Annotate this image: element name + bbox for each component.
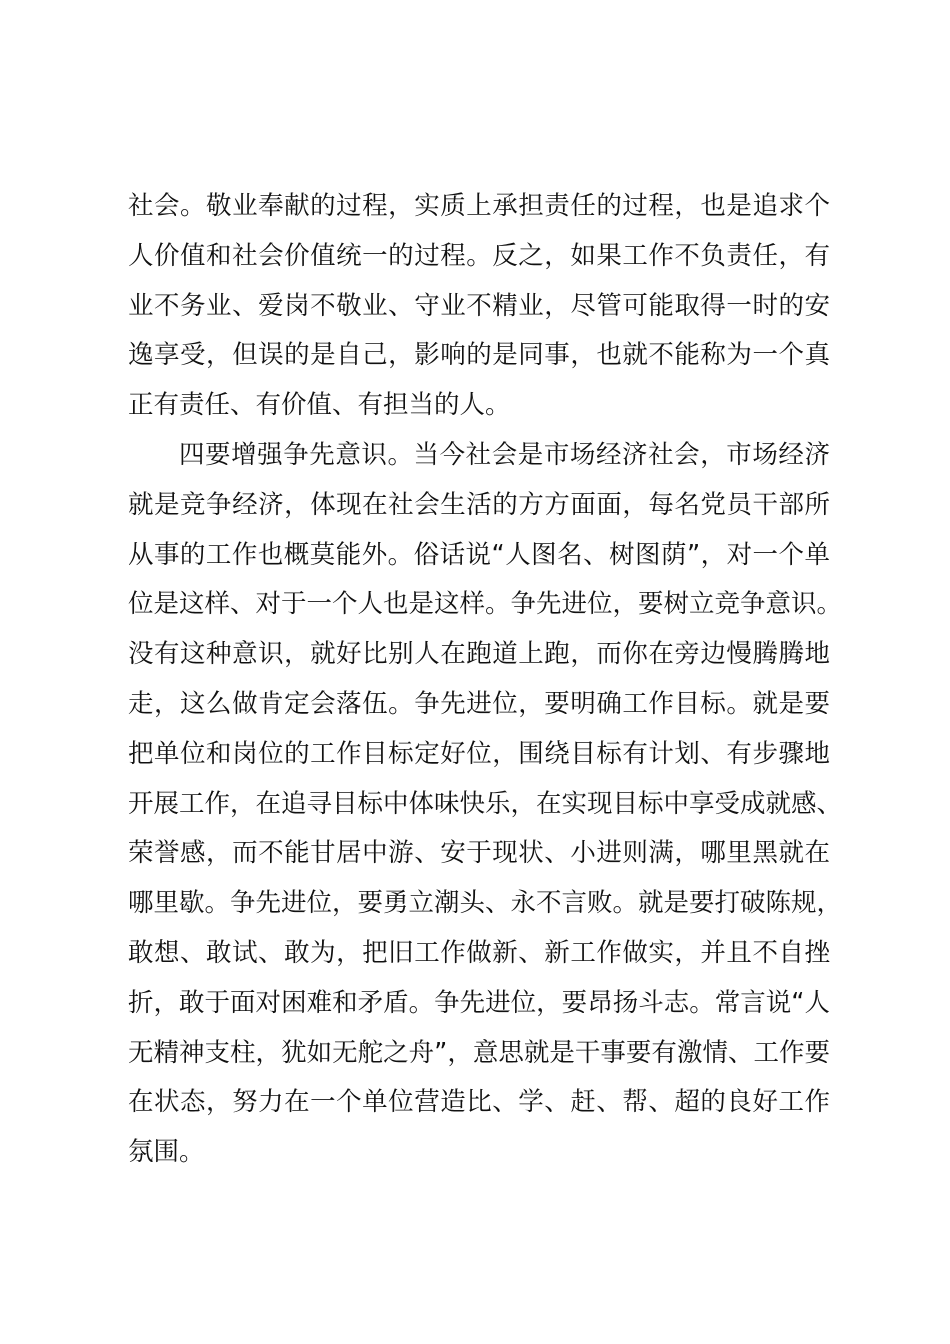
text-line: 从事的工作也概莫能外。俗话说“人图名、树图荫”，对一个单 bbox=[128, 539, 830, 570]
text-line: 逸享受，但误的是自己，影响的是同事，也就不能称为一个真 bbox=[128, 340, 830, 371]
text-line: 开展工作，在追寻目标中体味快乐，在实现目标中享受成就感、 bbox=[128, 788, 843, 819]
text-line: 人价值和社会价值统一的过程。反之，如果工作不负责任，有 bbox=[128, 240, 830, 271]
text-line: 就是竞争经济，体现在社会生活的方方面面，每名党员干部所 bbox=[128, 489, 830, 520]
text-line: 哪里歇。争先进位，要勇立潮头、永不言败。就是要打破陈规， bbox=[128, 888, 843, 919]
text-line: 业不务业、爱岗不敬业、守业不精业，尽管可能取得一时的安 bbox=[128, 290, 830, 321]
text-line: 在状态，努力在一个单位营造比、学、赶、帮、超的良好工作 bbox=[128, 1087, 830, 1118]
text-line: 社会。敬业奉献的过程，实质上承担责任的过程，也是追求个 bbox=[128, 191, 830, 221]
text-line: 荣誉感，而不能甘居中游、安于现状、小进则满，哪里黑就在 bbox=[128, 838, 830, 869]
text-line: 正有责任、有价值、有担当的人。 bbox=[128, 390, 511, 421]
text-line: 敢想、敢试、敢为，把旧工作做新、新工作做实，并且不自挫 bbox=[128, 937, 830, 968]
body-text bbox=[128, 182, 843, 1178]
text-line: 把单位和岗位的工作目标定好位，围绕目标有计划、有步骤地 bbox=[128, 738, 830, 769]
text-line: 氛围。 bbox=[128, 1137, 205, 1168]
text-line: 位是这样、对于一个人也是这样。争先进位，要树立竞争意识。 bbox=[128, 589, 843, 620]
paragraph-first-line: 四要增强争先意识。当今社会是市场经济社会，市场经济 bbox=[179, 439, 830, 470]
text-line: 折，敢于面对困难和矛盾。争先进位，要昂扬斗志。常言说“人 bbox=[128, 987, 830, 1018]
text-line: 没有这种意识，就好比别人在跑道上跑，而你在旁边慢腾腾地 bbox=[128, 639, 830, 670]
text-line: 无精神支柱，犹如无舵之舟”，意思就是干事要有激情、工作要 bbox=[128, 1037, 830, 1068]
text-line: 走，这么做肯定会落伍。争先进位，要明确工作目标。就是要 bbox=[128, 688, 830, 719]
